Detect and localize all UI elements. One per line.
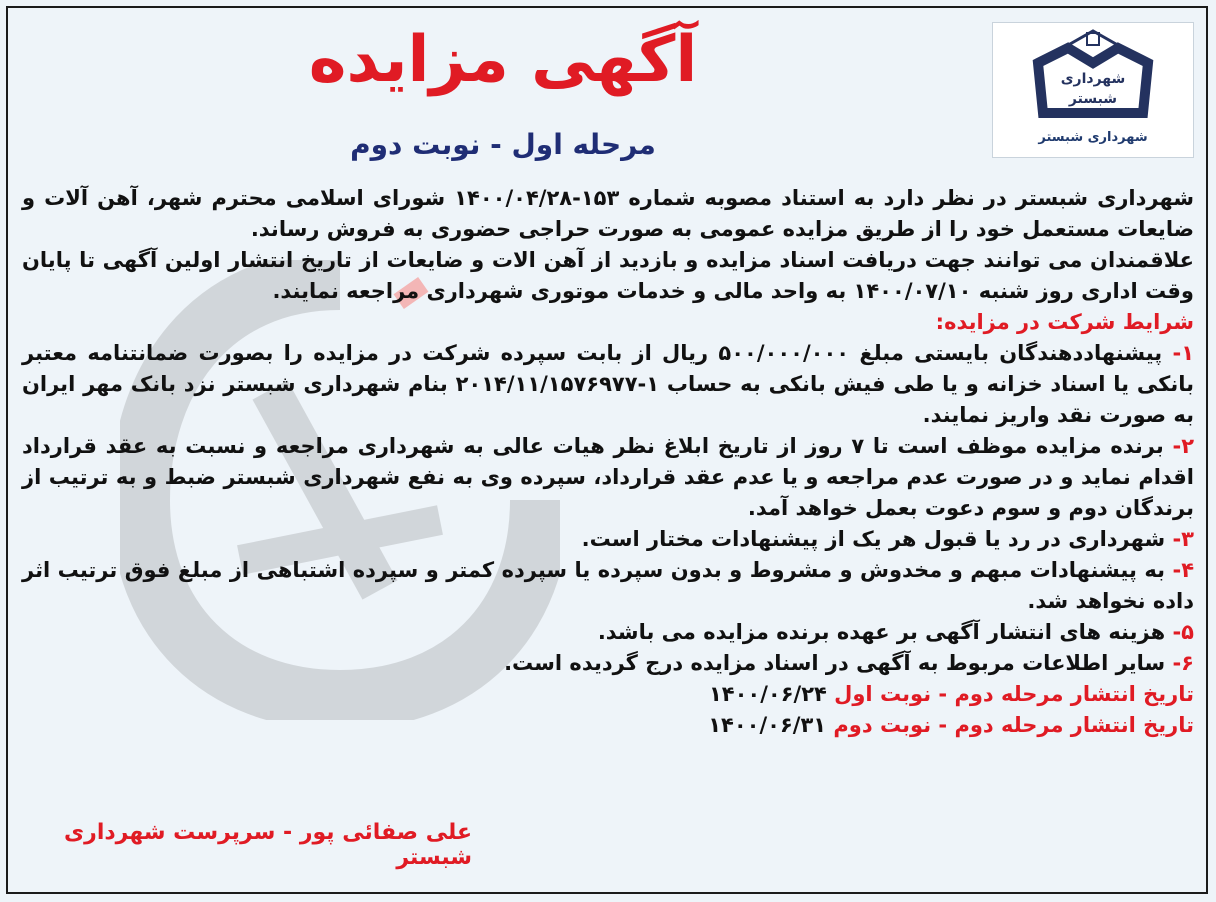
condition-number: ۱- <box>1172 341 1195 365</box>
publication-date-label: تاریخ انتشار مرحله دوم - نوبت اول <box>834 682 1194 706</box>
signature: علی صفائی پور - سرپرست شهرداری شبستر <box>64 820 472 870</box>
shabestar-logo-icon <box>993 23 1193 133</box>
logo-text-top: شهرداری <box>1060 71 1126 87</box>
condition-text: سایر اطلاعات مربوط به آگهی در اسناد مزایده درج گردیده است. <box>504 651 1166 675</box>
intro-paragraph: علاقمندان می توانند جهت دریافت اسناد مزایده و بازدید از آهن الات و ضایعات از تاریخ انتشار اولین آگهی تا پایان وقت اداری روز شنبه ۱۴۰۰/۰۷/۱۰ به واحد مالی و خدمات موتوری شهرداری مراجعه نمایند. <box>22 248 1194 303</box>
notice-body <box>22 183 1194 741</box>
condition-number: ۴- <box>1172 558 1195 582</box>
publication-date-line <box>22 710 1194 741</box>
condition-item <box>22 617 1194 648</box>
municipality-logo <box>992 22 1194 158</box>
condition-text: پیشنهاددهندگان بایستی مبلغ ۵۰۰/۰۰۰/۰۰۰ ریال از بابت سپرده شرکت در مزایده را بصورت ضمانتنامه معتبر بانکی یا اسناد خزانه و یا طی فیش بانکی به حساب ۱-۲۰۱۴/۱۱/۱۵۷۶۹۷۷ بنام شهرداری شبستر نزد بانک مهر ایران به صورت نقد واریز نمایند. <box>22 341 1194 427</box>
logo-text-bottom: شبستر <box>1068 91 1118 107</box>
condition-text: برنده مزایده موظف است تا ۷ روز از تاریخ ابلاغ نظر هیات عالی به شهرداری مراجعه و نسبت به عقد قرارداد اقدام نماید و در صورت عدم مراجعه و یا عدم عقد قرارداد، سپرده وی به نفع شهرداری شبستر ضبط و به ترتیب از برندگان دوم و سوم دعوت بعمل خواهد آمد. <box>22 434 1194 520</box>
condition-number: ۵- <box>1172 620 1194 644</box>
condition-text: هزینه های انتشار آگهی بر عهده برنده مزایده می باشد. <box>597 620 1166 644</box>
condition-item <box>22 555 1194 617</box>
publication-date-value: ۱۴۰۰/۰۶/۲۴ <box>708 682 827 706</box>
condition-item <box>22 648 1194 679</box>
logo-caption: شهرداری شبستر <box>1038 130 1148 145</box>
condition-number: ۶- <box>1172 651 1194 675</box>
condition-item <box>22 524 1194 555</box>
intro-paragraph: شهرداری شبستر در نظر دارد به استناد مصوبه شماره ۱۵۳-۱۴۰۰/۰۴/۲۸ شورای اسلامی محترم شهر، آهن آلات و ضایعات مستعمل خود را از طریق مزایده عمومی به صورت حراجی حضوری به فروش رساند. <box>22 186 1194 241</box>
publication-date-label: تاریخ انتشار مرحله دوم - نوبت دوم <box>833 713 1194 737</box>
condition-text: به پیشنهادات مبهم و مخدوش و مشروط و بدون سپرده یا سپرده کمتر و سپرده اشتباهی از مبلغ فوق ترتیب اثر داده نخواهد شد. <box>22 558 1194 613</box>
condition-item <box>22 338 1194 431</box>
condition-number: ۳- <box>1172 527 1194 551</box>
condition-text: شهرداری در رد یا قبول هر یک از پیشنهادات مختار است. <box>581 527 1166 551</box>
condition-item <box>22 431 1194 524</box>
condition-number: ۲- <box>1172 434 1195 458</box>
notice-subtitle: مرحله اول - نوبت دوم <box>350 128 656 161</box>
conditions-heading: شرایط شرکت در مزایده: <box>935 310 1194 334</box>
publication-date-line <box>22 679 1194 710</box>
publication-date-value: ۱۴۰۰/۰۶/۳۱ <box>708 713 827 737</box>
notice-title: آگهی مزایده <box>308 23 698 97</box>
